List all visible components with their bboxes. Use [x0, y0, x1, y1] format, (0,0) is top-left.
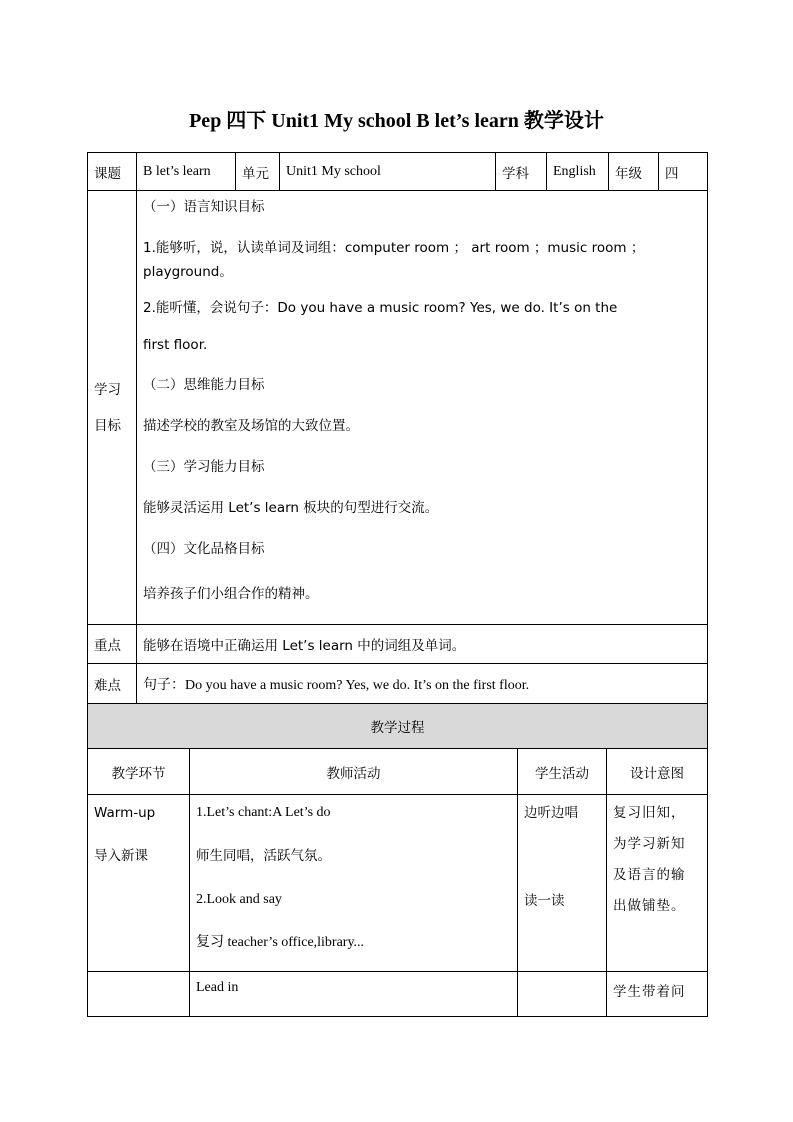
goal-heading-knowledge: （一）语言知识目标 — [143, 199, 265, 215]
design-intent-2: 为学习新知 — [613, 836, 686, 852]
goals-label-line1: 学习 — [94, 381, 121, 398]
goal-heading-thinking: （二）思维能力目标 — [143, 377, 265, 393]
goal-line-1b: playground。 — [143, 264, 233, 280]
teacher-activity-warmup — [190, 795, 518, 972]
grade-label: 年级 — [609, 153, 659, 191]
col-student-header: 学生活动 — [518, 749, 607, 795]
topic-value: B let’s learn — [137, 153, 236, 191]
lesson-info-table — [87, 152, 708, 704]
teacher-activity-4: 复习 teacher’s office,library... — [196, 935, 365, 950]
unit-value: Unit1 My school — [280, 153, 496, 191]
goals-label — [88, 191, 137, 625]
goal-line-5: 培养孩子们小组合作的精神。 — [143, 586, 319, 602]
col-stage-header: 教学环节 — [88, 749, 190, 795]
goal-heading-culture: （四）文化品格目标 — [143, 541, 265, 557]
goal-line-2b: first floor. — [143, 337, 208, 353]
subject-value: English — [547, 153, 609, 191]
design-intent-warmup — [607, 795, 708, 972]
teacher-activity-3: 2.Look and say — [196, 892, 282, 907]
page-title: Pep 四下 Unit1 My school B let’s learn 教学设计 — [189, 110, 604, 132]
difficult-point-text: 句子：Do you have a music room? Yes, we do. It’s on the first floor. — [137, 664, 708, 704]
goal-line-1a: 1.能够听，说，认读单词及词组：computer room ； art room ；music room ； — [143, 240, 645, 256]
stage-warmup-zh: 导入新课 — [94, 848, 148, 864]
design-intent-1: 复习旧知， — [613, 805, 686, 821]
student-activity-leadin — [518, 972, 607, 1017]
grade-value: 四 — [659, 153, 708, 191]
teacher-activity-1: 1.Let’s chant:A Let’s do — [196, 805, 331, 820]
key-point-text: 能够在语境中正确运用 Let’s learn 中的词组及单词。 — [137, 625, 708, 664]
stage-warmup-en: Warm-up — [94, 805, 156, 821]
unit-label: 单元 — [236, 153, 280, 191]
stage-leadin — [88, 972, 190, 1017]
stage-warmup — [88, 795, 190, 972]
teacher-activity-leadin: Lead in — [190, 972, 518, 1017]
student-activity-1: 边听边唱 — [524, 805, 578, 821]
goal-heading-learning: （三）学习能力目标 — [143, 459, 265, 475]
col-teacher-header: 教师活动 — [190, 749, 518, 795]
col-design-header: 设计意图 — [607, 749, 708, 795]
teacher-activity-2: 师生同唱，活跃气氛。 — [196, 848, 331, 864]
design-intent-3: 及语言的输 — [613, 867, 686, 883]
design-intent-leadin: 学生带着问 — [607, 972, 708, 1017]
goals-label-line2: 目标 — [94, 417, 121, 434]
difficult-point-label: 难点 — [88, 664, 137, 704]
topic-label: 课题 — [88, 153, 137, 191]
student-activity-2: 读一读 — [524, 893, 565, 909]
goal-line-4: 能够灵活运用 Let’s learn 板块的句型进行交流。 — [143, 500, 439, 516]
key-point-label: 重点 — [88, 625, 137, 664]
process-header: 教学过程 — [88, 704, 708, 749]
teaching-process-table — [87, 703, 708, 1017]
design-intent-4: 出做铺垫。 — [613, 898, 686, 914]
goals-content — [137, 191, 708, 625]
student-activity-warmup — [518, 795, 607, 972]
subject-label: 学科 — [496, 153, 547, 191]
goal-line-3: 描述学校的教室及场馆的大致位置。 — [143, 418, 359, 434]
goal-line-2a: 2.能听懂，会说句子：Do you have a music room? Yes, we do. It’s on the — [143, 300, 618, 316]
